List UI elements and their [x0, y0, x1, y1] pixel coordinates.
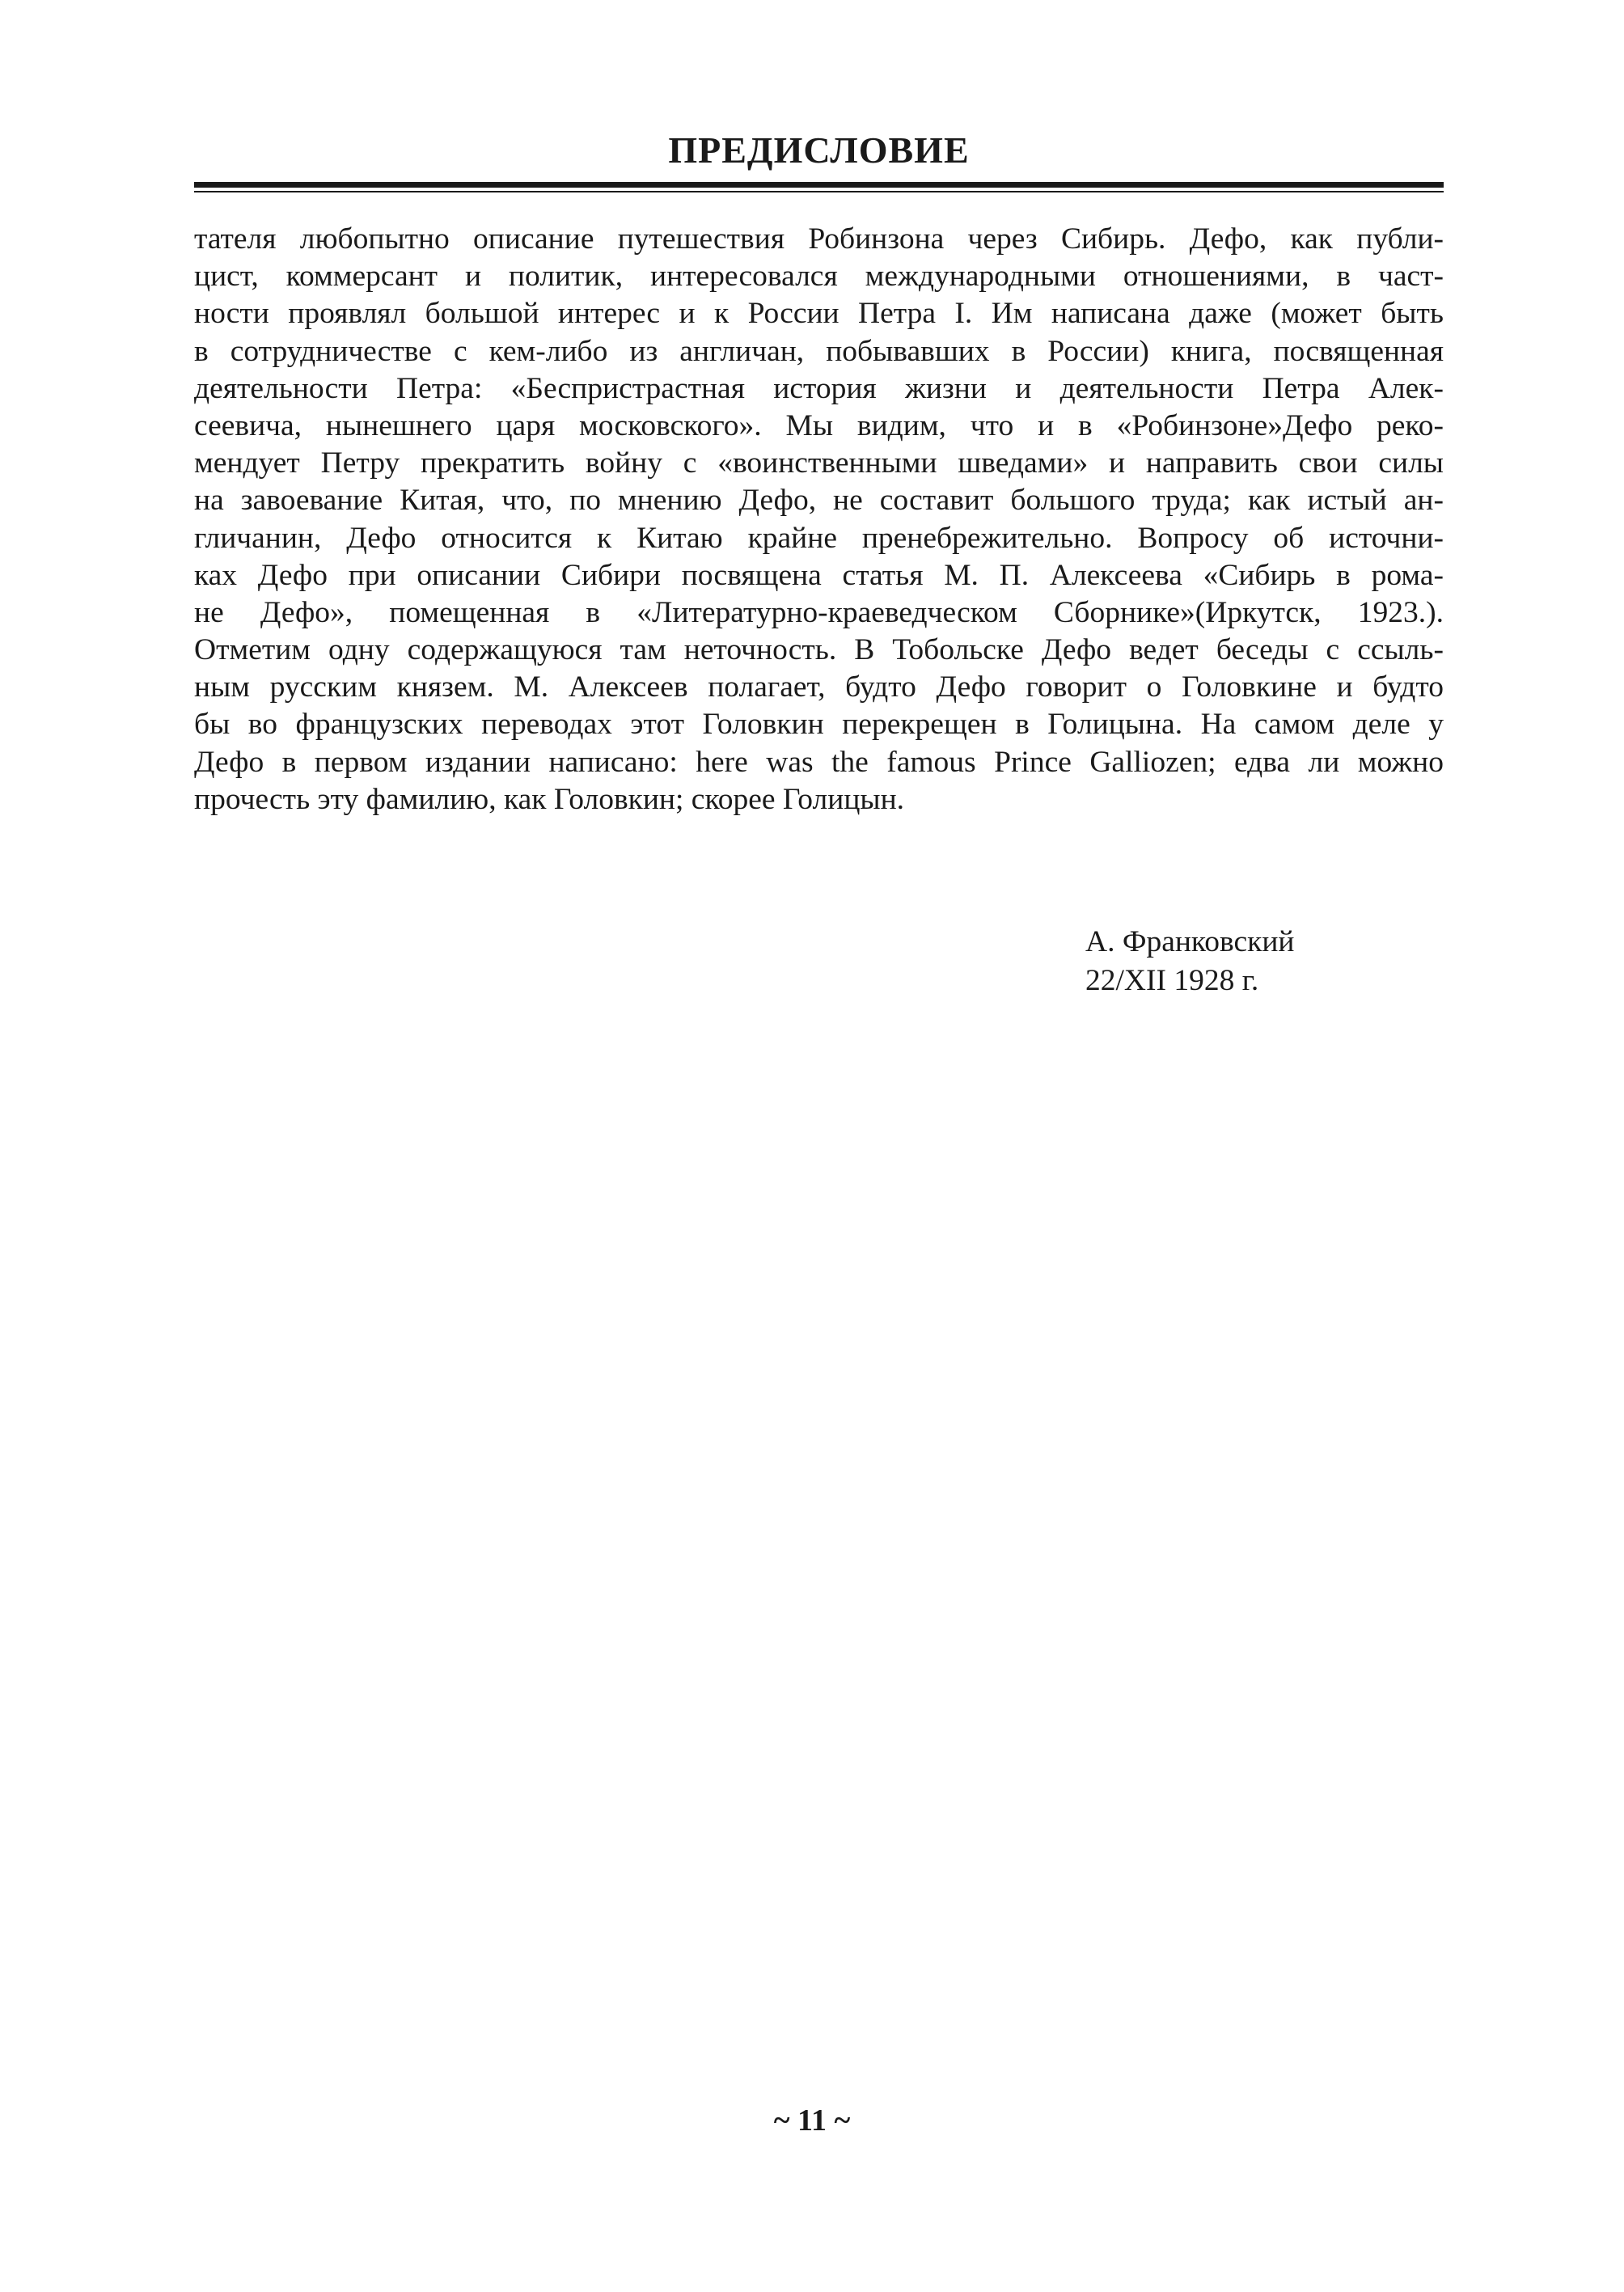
text-line: Дефо в первом издании написано: here was the famous Prince Galliozen; едва ли можно — [194, 745, 1444, 779]
text-line: деятельности Петра: «Беспристрастная история жизни и деятельности Петра Алек- — [194, 371, 1444, 405]
text-line: не Дефо», помещенная в «Литературно-краеведческом Сборнике»(Иркутск, 1923.). — [194, 595, 1444, 629]
running-header: ПРЕДИСЛОВИЕ — [668, 129, 970, 171]
text-line: гличанин, Дефо относится к Китаю крайне пренебрежительно. Вопросу об источни- — [194, 521, 1444, 555]
signature-author: А. Франковский — [1085, 925, 1295, 958]
header-rule-thick — [194, 182, 1444, 188]
signature-block — [1085, 923, 1294, 1000]
text-line: прочесть эту фамилию, как Головкин; скорее Голицын. — [194, 782, 905, 816]
text-line: ности проявлял большой интерес и к России Петра I. Им написана даже (может быть — [194, 297, 1444, 331]
text-line: ках Дефо при описании Сибири посвящена статья М. П. Алексеева «Сибирь в рома- — [194, 558, 1444, 592]
text-line: мендует Петру прекратить войну с «воинственными шведами» и направить свои силы — [194, 446, 1444, 480]
page-number: ~ 11 ~ — [773, 2104, 851, 2138]
text-line: Отметим одну содержащуюся там неточность. В Тобольске Дефо ведет беседы с ссыль- — [194, 633, 1444, 667]
text-line: цист, коммерсант и политик, интересовался международными отношениями, в част- — [194, 260, 1444, 294]
header-rule-thin — [194, 191, 1444, 192]
text-line: в сотрудничестве с кем-либо из англичан, побывавших в России) книга, посвященная — [194, 334, 1444, 368]
signature-date: 22/XII 1928 г. — [1085, 964, 1259, 997]
text-line: бы во французских переводах этот Головкин перекрещен в Голицына. На самом деле у — [194, 708, 1444, 742]
body-paragraph — [194, 221, 1444, 818]
text-line: сеевича, нынешнего царя московского». Мы видим, что и в «Робинзоне»Дефо реко- — [194, 408, 1444, 442]
text-line: на завоевание Китая, что, по мнению Дефо, не составит большого труда; как истый ан- — [194, 484, 1444, 518]
text-line: тателя любопытно описание путешествия Робинзона через Сибирь. Дефо, как публи- — [194, 222, 1444, 256]
text-line: ным русским князем. М. Алексеев полагает, будто Дефо говорит о Головкине и будто — [194, 670, 1444, 704]
